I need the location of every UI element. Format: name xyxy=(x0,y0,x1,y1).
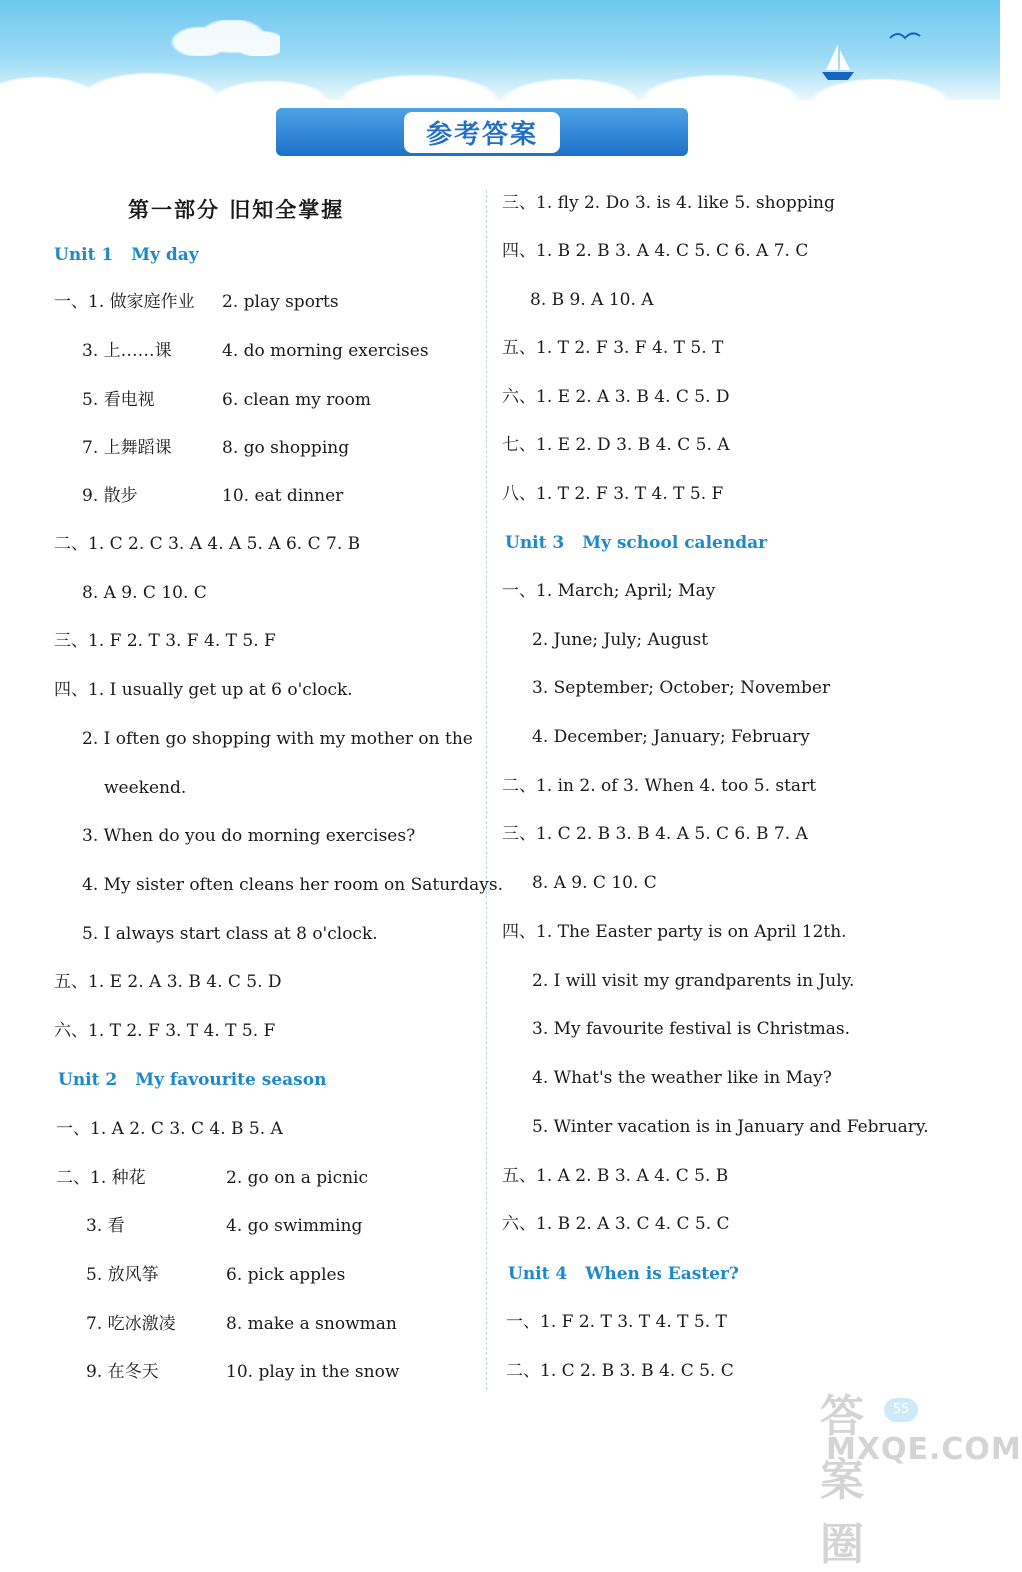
answer-line: 四、1. The Easter party is on April 12th. xyxy=(502,922,847,942)
answer-line: 8. make a snowman xyxy=(226,1314,397,1334)
answer-line: 2. I often go shopping with my mother on the xyxy=(82,729,473,749)
answer-line: 七、1. E 2. D 3. B 4. C 5. A xyxy=(502,435,730,455)
unit-number: Unit 2 xyxy=(58,1070,118,1090)
unit-name: My day xyxy=(131,245,199,265)
answer-line: 2. go on a picnic xyxy=(226,1168,369,1188)
answer-line: 一、1. March; April; May xyxy=(502,581,716,601)
answer-line: 一、1. A 2. C 3. C 4. B 5. A xyxy=(56,1119,283,1139)
answer-line: 3. 看 xyxy=(86,1216,125,1236)
page-number: 55 xyxy=(884,1398,918,1422)
bird-icon xyxy=(888,30,922,44)
sailboat-icon xyxy=(820,42,856,84)
answer-line: 5. Winter vacation is in January and February. xyxy=(532,1117,929,1137)
answer-line: 一、1. 做家庭作业 xyxy=(54,292,195,312)
answer-line: 10. eat dinner xyxy=(222,486,344,506)
page-title: 参考答案 xyxy=(404,112,560,153)
answer-line: 三、1. fly 2. Do 3. is 4. like 5. shopping xyxy=(502,193,835,213)
answer-line: 4. My sister often cleans her room on Saturdays. xyxy=(82,875,504,895)
unit-3-heading xyxy=(505,531,767,555)
unit-name: My favourite season xyxy=(135,1070,327,1090)
unit-name: When is Easter? xyxy=(585,1264,739,1284)
answer-line: 3. When do you do morning exercises? xyxy=(82,826,416,846)
answer-line: 9. 散步 xyxy=(82,486,138,506)
answer-line: 3. September; October; November xyxy=(532,678,831,698)
answer-line: 3. 上……课 xyxy=(82,341,172,361)
answer-line: 4. go swimming xyxy=(226,1216,363,1236)
watermark-logo-text: 答案圈 xyxy=(820,1391,866,1570)
answer-line: 7. 上舞蹈课 xyxy=(82,438,172,458)
answer-line: 10. play in the snow xyxy=(226,1362,400,1382)
answer-line: 6. clean my room xyxy=(222,390,371,410)
answer-line: 二、1. C 2. B 3. B 4. C 5. C xyxy=(506,1361,734,1381)
answer-line: 9. 在冬天 xyxy=(86,1362,159,1382)
unit-number: Unit 1 xyxy=(54,245,114,265)
answer-line: 八、1. T 2. F 3. T 4. T 5. F xyxy=(502,484,724,504)
title-banner xyxy=(276,108,688,156)
answer-line: weekend. xyxy=(104,778,187,798)
answer-line: 2. June; July; August xyxy=(532,630,709,650)
part-title: 第一部分 旧知全掌握 xyxy=(128,198,345,222)
answer-line: 五、1. A 2. B 3. A 4. C 5. B xyxy=(502,1166,729,1186)
answer-line: 六、1. T 2. F 3. T 4. T 5. F xyxy=(54,1021,276,1041)
unit-name: My school calendar xyxy=(582,533,768,553)
unit-2-heading xyxy=(58,1068,326,1092)
unit-number: Unit 3 xyxy=(505,533,565,553)
answer-line: 一、1. F 2. T 3. T 4. T 5. T xyxy=(506,1312,727,1332)
answer-line: 2. play sports xyxy=(222,292,339,312)
answer-line: 7. 吃冰激凌 xyxy=(86,1314,176,1334)
cloud-decoration xyxy=(170,20,280,56)
answer-line: 六、1. E 2. A 3. B 4. C 5. D xyxy=(502,387,730,407)
answer-line: 二、1. C 2. C 3. A 4. A 5. A 6. C 7. B xyxy=(54,534,361,554)
answer-line: 8. go shopping xyxy=(222,438,350,458)
answer-line: 三、1. F 2. T 3. F 4. T 5. F xyxy=(54,631,276,651)
watermark-url: MXQE.COM xyxy=(826,1432,1022,1467)
answer-line: 六、1. B 2. A 3. C 4. C 5. C xyxy=(502,1214,730,1234)
answer-line: 6. pick apples xyxy=(226,1265,346,1285)
answer-line: 四、1. B 2. B 3. A 4. C 5. C 6. A 7. C xyxy=(502,241,809,261)
unit-number: Unit 4 xyxy=(508,1264,568,1284)
answer-line: 4. do morning exercises xyxy=(222,341,429,361)
column-divider xyxy=(486,190,487,1390)
answer-line: 5. I always start class at 8 o'clock. xyxy=(82,924,378,944)
answer-line: 4. What's the weather like in May? xyxy=(532,1068,832,1088)
answer-line: 四、1. I usually get up at 6 o'clock. xyxy=(54,680,353,700)
answer-line: 五、1. E 2. A 3. B 4. C 5. D xyxy=(54,972,282,992)
answer-line: 五、1. T 2. F 3. F 4. T 5. T xyxy=(502,338,724,358)
answer-line: 2. I will visit my grandparents in July. xyxy=(532,971,855,991)
answer-line: 3. My favourite festival is Christmas. xyxy=(532,1019,851,1039)
answer-line: 三、1. C 2. B 3. B 4. A 5. C 6. B 7. A xyxy=(502,824,808,844)
answer-line: 4. December; January; February xyxy=(532,727,810,747)
answer-line: 8. A 9. C 10. C xyxy=(532,873,657,893)
answer-line: 8. B 9. A 10. A xyxy=(530,290,654,310)
unit-4-heading xyxy=(508,1262,739,1286)
answer-line: 二、1. 种花 xyxy=(56,1168,146,1188)
answer-line: 8. A 9. C 10. C xyxy=(82,583,207,603)
unit-1-heading xyxy=(54,243,199,267)
answer-line: 二、1. in 2. of 3. When 4. too 5. start xyxy=(502,776,817,796)
answer-line: 5. 放风筝 xyxy=(86,1265,159,1285)
answer-line: 5. 看电视 xyxy=(82,390,155,410)
